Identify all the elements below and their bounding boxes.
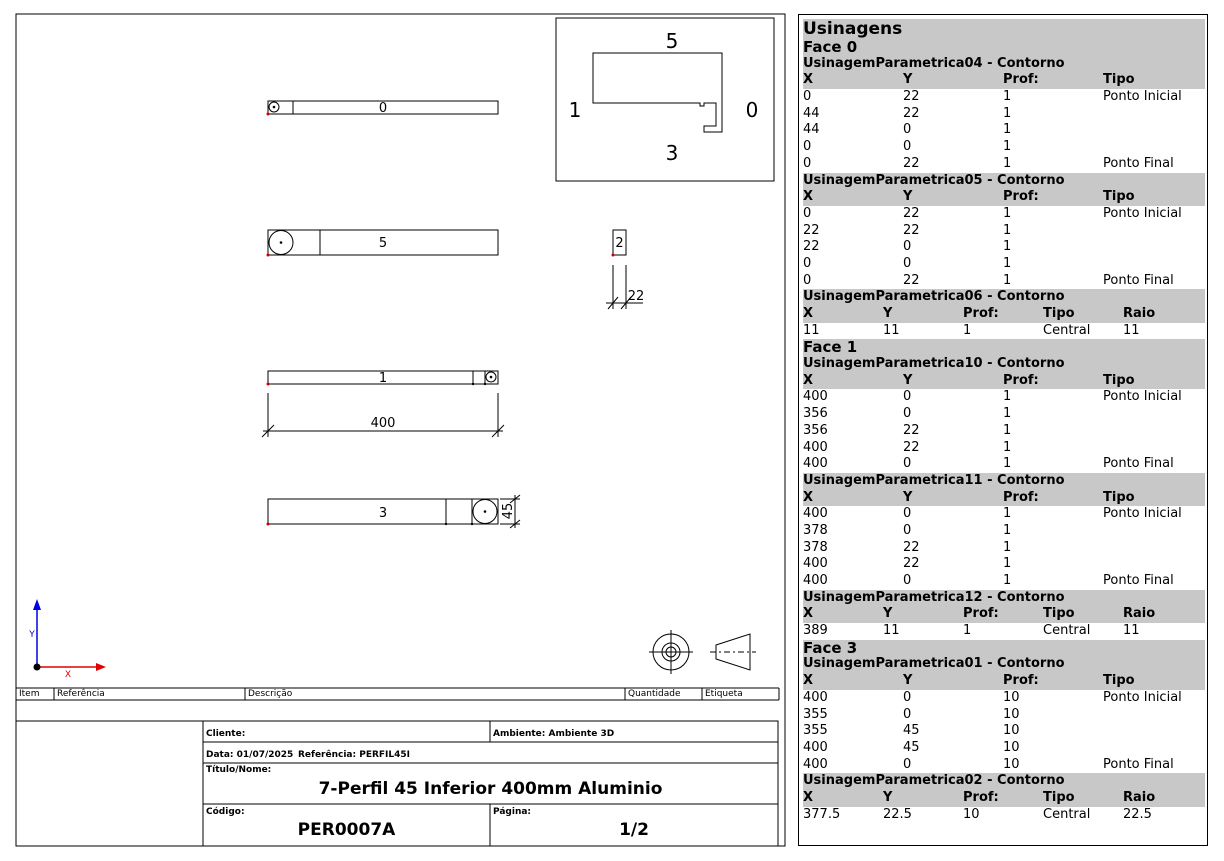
data-field: Data: 01/07/2025 — [206, 750, 294, 760]
table-cell: Ponto Inicial — [1103, 506, 1182, 522]
parts-col-etiqueta: Etiqueta — [705, 689, 743, 699]
table-cell: Central — [1043, 806, 1091, 822]
table-cell: 45 — [903, 723, 920, 739]
column-header: Prof: — [1003, 189, 1039, 205]
table-cell: 1 — [1003, 522, 1012, 538]
table-cell: 0 — [903, 756, 912, 772]
preview-label-bottom: 3 — [665, 141, 679, 165]
table-cell: 22 — [903, 439, 920, 455]
table-row — [803, 707, 1205, 724]
codigo-value: PER0007A — [297, 820, 396, 840]
table-cell: 1 — [1003, 155, 1012, 171]
table-cell: 45 — [903, 739, 920, 755]
view-face-5 — [267, 230, 499, 257]
table-row — [803, 440, 1205, 457]
view-label-3: 3 — [378, 506, 388, 521]
view-label-2: 2 — [615, 236, 624, 251]
table-cell: 22 — [903, 105, 920, 121]
column-header: X — [803, 606, 814, 622]
operation-header: UsinagemParametrica02 - Contorno — [803, 773, 1205, 790]
operation-header: UsinagemParametrica06 - Contorno — [803, 289, 1205, 306]
table-cell: 1 — [1003, 456, 1012, 472]
table-row — [803, 740, 1205, 757]
axis-y-label: Y — [29, 630, 35, 640]
table-cell: 10 — [1003, 756, 1020, 772]
operation-header: UsinagemParametrica12 - Contorno — [803, 590, 1205, 607]
table-row — [803, 456, 1205, 473]
pagina-value: 1/2 — [619, 820, 649, 840]
table-row — [803, 623, 1205, 640]
table-cell: 400 — [803, 456, 828, 472]
table-cell: 0 — [903, 689, 912, 705]
column-header: Tipo — [1103, 489, 1135, 505]
column-header: X — [803, 189, 814, 205]
column-header: X — [803, 673, 814, 689]
table-cell: 10 — [1003, 689, 1020, 705]
column-header: Prof: — [963, 606, 999, 622]
face-header: Face 3 — [803, 640, 1205, 657]
table-header-row — [803, 72, 1205, 89]
table-row — [803, 239, 1205, 256]
table-row — [803, 540, 1205, 557]
ambiente-field: Ambiente: Ambiente 3D — [493, 729, 615, 739]
table-cell: 1 — [1003, 573, 1012, 588]
view-face-1 — [262, 371, 504, 437]
table-cell: 1 — [1003, 89, 1012, 105]
table-cell: 0 — [803, 139, 812, 155]
table-row — [803, 556, 1205, 573]
profile-preview — [556, 18, 774, 181]
table-cell: 10 — [1003, 739, 1020, 755]
table-row — [803, 106, 1205, 123]
operation-header: UsinagemParametrica01 - Contorno — [803, 656, 1205, 673]
view-face-0 — [267, 101, 499, 116]
dimension-width: 22 — [627, 289, 645, 304]
table-cell: 22 — [903, 272, 920, 288]
table-row — [803, 523, 1205, 540]
table-header-row — [803, 189, 1205, 206]
column-header: Prof: — [963, 789, 999, 805]
table-cell: Ponto Final — [1103, 272, 1174, 288]
table-header-row — [803, 673, 1205, 690]
table-header-row — [803, 490, 1205, 507]
column-header: Raio — [1123, 789, 1156, 805]
column-header: Tipo — [1043, 606, 1075, 622]
face-header: Face 0 — [803, 39, 1205, 56]
cliente-label: Cliente: — [206, 729, 246, 739]
column-header: X — [803, 372, 814, 388]
table-row — [803, 223, 1205, 240]
table-cell: 356 — [803, 422, 828, 438]
column-header: Y — [903, 372, 913, 388]
column-header: Prof: — [963, 306, 999, 321]
table-cell: 10 — [963, 806, 980, 822]
column-header: Prof: — [1003, 489, 1039, 505]
table-cell: 0 — [903, 239, 912, 255]
table-header-row — [803, 606, 1205, 623]
codigo-label: Código: — [206, 807, 245, 817]
operation-header: UsinagemParametrica11 - Contorno — [803, 473, 1205, 490]
column-header: X — [803, 489, 814, 505]
parts-col-item: Item — [19, 689, 40, 699]
table-row — [803, 406, 1205, 423]
preview-label-right: 0 — [745, 98, 759, 122]
face-header: Face 1 — [803, 339, 1205, 356]
referencia-field: Referência: PERFIL45I — [298, 750, 411, 760]
table-cell: Ponto Inicial — [1103, 205, 1182, 221]
table-cell: 1 — [1003, 222, 1012, 238]
view-label-1: 1 — [378, 371, 388, 386]
column-header: Prof: — [1003, 72, 1039, 88]
column-header: Y — [903, 189, 913, 205]
table-cell: Ponto Inicial — [1103, 89, 1182, 105]
column-header: Tipo — [1103, 372, 1135, 388]
dimension-length: 400 — [370, 416, 396, 431]
column-header: Tipo — [1103, 189, 1135, 205]
column-header: X — [803, 72, 814, 88]
usinagens-panel — [798, 14, 1208, 846]
table-cell: 0 — [903, 122, 912, 138]
table-cell: 0 — [903, 255, 912, 271]
table-row — [803, 256, 1205, 273]
table-cell: 22 — [903, 422, 920, 438]
column-header: Tipo — [1103, 673, 1135, 689]
table-cell: 355 — [803, 723, 828, 739]
table-row — [803, 273, 1205, 290]
titulo-value: 7-Perfil 45 Inferior 400mm Aluminio — [318, 779, 663, 799]
table-cell: 0 — [903, 706, 912, 722]
table-cell: 0 — [803, 205, 812, 221]
table-row — [803, 423, 1205, 440]
table-cell: 0 — [803, 89, 812, 105]
table-cell: Ponto Final — [1103, 155, 1174, 171]
table-cell: Ponto Final — [1103, 573, 1174, 588]
table-cell: 0 — [803, 255, 812, 271]
usinagens-list — [803, 19, 1205, 823]
table-cell: 10 — [1003, 706, 1020, 722]
table-cell: 389 — [803, 623, 828, 639]
table-cell: 356 — [803, 406, 828, 422]
column-header: X — [803, 306, 814, 321]
view-face-2 — [606, 230, 644, 309]
table-cell: Central — [1043, 623, 1091, 639]
table-cell: 0 — [803, 155, 812, 171]
parts-col-quantidade: Quantidade — [628, 689, 681, 699]
table-cell: 355 — [803, 706, 828, 722]
table-cell: Ponto Inicial — [1103, 689, 1182, 705]
table-cell: 0 — [903, 389, 912, 405]
table-row — [803, 139, 1205, 156]
parts-col-descricao: Descrição — [248, 689, 293, 699]
table-row — [803, 723, 1205, 740]
table-cell: Ponto Final — [1103, 756, 1174, 772]
table-cell: Ponto Final — [1103, 456, 1174, 472]
table-row — [803, 122, 1205, 139]
preview-label-left: 1 — [568, 98, 582, 122]
table-cell: 1 — [1003, 539, 1012, 555]
table-cell: 1 — [1003, 272, 1012, 288]
table-cell: 400 — [803, 573, 828, 588]
table-cell: 0 — [903, 522, 912, 538]
table-cell: 400 — [803, 389, 828, 405]
column-header: X — [803, 789, 814, 805]
table-row — [803, 323, 1205, 340]
table-cell: 22 — [903, 539, 920, 555]
table-cell: 22 — [803, 222, 820, 238]
table-cell: 11 — [883, 623, 900, 639]
table-cell: 11 — [1123, 623, 1140, 639]
table-cell: 22 — [903, 222, 920, 238]
table-cell: 22.5 — [1123, 806, 1152, 822]
table-cell: 0 — [903, 456, 912, 472]
titulo-label: Título/Nome: — [206, 765, 272, 775]
table-header-row — [803, 306, 1205, 323]
table-row — [803, 757, 1205, 774]
table-cell: 11 — [803, 322, 820, 338]
table-cell: Ponto Inicial — [1103, 389, 1182, 405]
pagina-label: Página: — [493, 807, 532, 817]
column-header: Y — [883, 306, 893, 321]
column-header: Tipo — [1043, 306, 1075, 321]
table-cell: 400 — [803, 739, 828, 755]
table-cell: 1 — [1003, 239, 1012, 255]
table-cell: 1 — [1003, 105, 1012, 121]
column-header: Raio — [1123, 606, 1156, 622]
column-header: Raio — [1123, 306, 1156, 321]
axis-indicator — [28, 599, 106, 680]
table-row — [803, 206, 1205, 223]
table-row — [803, 573, 1205, 590]
column-header: Prof: — [1003, 673, 1039, 689]
table-cell: 1 — [963, 322, 972, 338]
table-cell: 22 — [903, 89, 920, 105]
dimension-height: 45 — [501, 502, 516, 520]
operation-header: UsinagemParametrica05 - Contorno — [803, 173, 1205, 190]
table-header-row — [803, 790, 1205, 807]
table-cell: 400 — [803, 756, 828, 772]
table-row — [803, 89, 1205, 106]
column-header: Tipo — [1043, 789, 1075, 805]
column-header: Y — [903, 673, 913, 689]
preview-label-top: 5 — [665, 29, 679, 53]
table-cell: 1 — [1003, 422, 1012, 438]
usinagens-title: Usinagens — [803, 19, 1205, 39]
table-cell: 1 — [1003, 205, 1012, 221]
table-cell: 1 — [1003, 122, 1012, 138]
view-label-0: 0 — [378, 101, 388, 116]
table-cell: 400 — [803, 506, 828, 522]
table-cell: 10 — [1003, 723, 1020, 739]
table-cell: 22 — [803, 239, 820, 255]
table-cell: 1 — [1003, 556, 1012, 572]
table-cell: 1 — [1003, 439, 1012, 455]
column-header: Y — [883, 789, 893, 805]
table-cell: 22 — [903, 155, 920, 171]
column-header: Y — [903, 72, 913, 88]
table-cell: 1 — [1003, 406, 1012, 422]
parts-col-referencia: Referência — [57, 689, 105, 699]
table-cell: 377.5 — [803, 806, 841, 822]
column-header: Y — [903, 489, 913, 505]
axis-x-label: X — [64, 670, 72, 680]
table-cell: 0 — [903, 139, 912, 155]
table-row — [803, 156, 1205, 173]
table-cell: 400 — [803, 556, 828, 572]
operation-header: UsinagemParametrica10 - Contorno — [803, 356, 1205, 373]
column-header: Y — [883, 606, 893, 622]
table-cell: 0 — [903, 573, 912, 588]
table-cell: 22 — [903, 556, 920, 572]
table-cell: 1 — [963, 623, 972, 639]
table-cell: 1 — [1003, 139, 1012, 155]
table-row — [803, 690, 1205, 707]
table-cell: 378 — [803, 539, 828, 555]
table-cell: 1 — [1003, 389, 1012, 405]
view-label-5: 5 — [378, 236, 388, 251]
table-cell: 44 — [803, 105, 820, 121]
table-cell: 22.5 — [883, 806, 912, 822]
table-cell: 0 — [803, 272, 812, 288]
table-cell: 400 — [803, 689, 828, 705]
table-cell: 0 — [903, 506, 912, 522]
table-header-row — [803, 373, 1205, 390]
view-face-3 — [267, 495, 521, 528]
projection-symbol-icon — [649, 630, 756, 674]
table-cell: 22 — [903, 205, 920, 221]
operation-header: UsinagemParametrica04 - Contorno — [803, 56, 1205, 73]
column-header: Tipo — [1103, 72, 1135, 88]
table-cell: 11 — [883, 322, 900, 338]
table-cell: 0 — [903, 406, 912, 422]
table-cell: 378 — [803, 522, 828, 538]
table-cell: 11 — [1123, 322, 1140, 338]
table-row — [803, 506, 1205, 523]
table-cell: 44 — [803, 122, 820, 138]
table-cell: 1 — [1003, 506, 1012, 522]
table-row — [803, 389, 1205, 406]
table-row — [803, 807, 1205, 824]
table-cell: Central — [1043, 322, 1091, 338]
table-cell: 400 — [803, 439, 828, 455]
table-cell: 1 — [1003, 255, 1012, 271]
column-header: Prof: — [1003, 372, 1039, 388]
